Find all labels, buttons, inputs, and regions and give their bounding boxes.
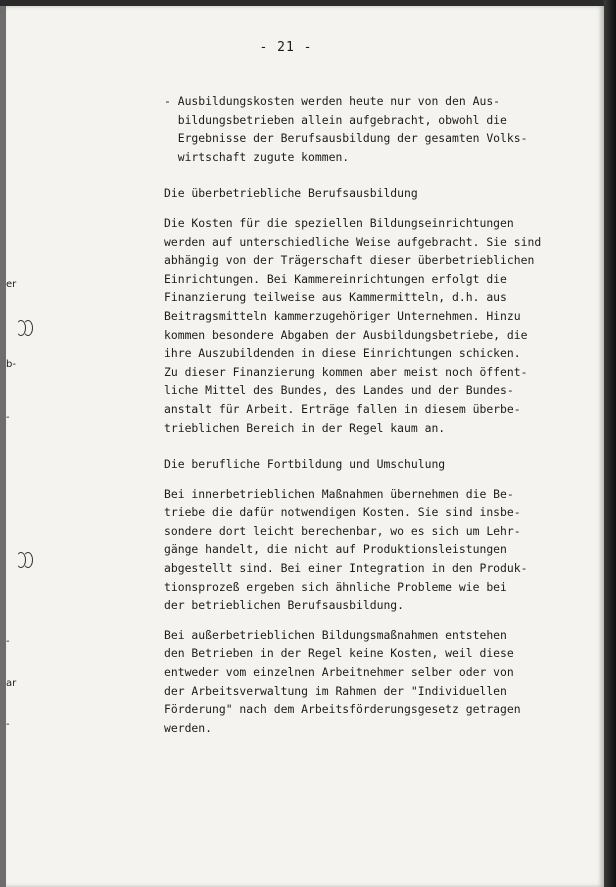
section-heading: Die berufliche Fortbildung und Umschulung: [164, 457, 446, 472]
binding-hole-mark: [23, 320, 33, 336]
text-line: abhängig von der Trägerschaft dieser überbetrieblichen: [164, 253, 535, 268]
text-line: trieblichen Bereich in der Regel kaum an.: [164, 420, 446, 435]
text-line: Ergebnisse der Berufsausbildung der gesamten Volks-: [164, 131, 528, 146]
text-line: Bei außerbetrieblichen Bildungsmaßnahmen entstehen: [164, 627, 507, 642]
text-line: abgestellt sind. Bei einer Integration in den Produk-: [164, 561, 528, 576]
text-line: tionsprozeß ergeben sich ähnliche Probleme wie bei: [164, 579, 507, 594]
text-line: anstalt für Arbeit. Erträge fallen in diesem überbe-: [164, 401, 521, 416]
text-line: werden.: [164, 720, 213, 735]
text-line: triebe die dafür notwendigen Kosten. Sie sind insbe-: [164, 505, 521, 520]
text-line: Zu dieser Finanzierung kommen aber meist noch öffent-: [164, 364, 528, 379]
paragraph: [164, 214, 556, 437]
text-line: der betrieblichen Berufsausbildung.: [164, 598, 405, 613]
text-line: der Arbeitsverwaltung im Rahmen der "Individuellen: [164, 683, 507, 698]
margin-mark: er: [6, 279, 17, 290]
text-line: liche Mittel des Bundes, des Landes und der Bundes-: [164, 383, 514, 398]
text-line: Die Kosten für die speziellen Bildungseinrichtungen: [164, 215, 514, 230]
margin-mark: -: [6, 412, 10, 423]
bullet-paragraph: [164, 92, 556, 166]
paragraph: [164, 485, 556, 615]
text-line: wirtschaft zugute kommen.: [164, 149, 350, 164]
text-line: - Ausbildungskosten werden heute nur von den Aus-: [164, 94, 501, 108]
left-margin-bleed: [6, 6, 36, 887]
scan-right-edge: [604, 0, 616, 887]
text-line: Einrichtungen. Bei Kammereinrichtungen erfolgt die: [164, 271, 507, 286]
text-line: bildungsbetrieben allein aufgebracht, obwohl die: [164, 112, 507, 127]
margin-mark: -: [6, 636, 10, 647]
text-line: Beitragsmitteln kammerzugehöriger Unternehmen. Hinzu: [164, 308, 521, 323]
document-page: [6, 6, 604, 887]
paragraph: [164, 626, 556, 738]
page-number: - 21 -: [259, 40, 313, 55]
text-line: entweder vom einzelnen Arbeitnehmer selber oder von: [164, 665, 514, 680]
document-body: [164, 92, 556, 737]
text-line: gänge handelt, die nicht auf Produktionsleistungen: [164, 542, 507, 557]
margin-mark: -: [6, 719, 10, 730]
text-line: Finanzierung teilweise aus Kammermitteln, d.h. aus: [164, 290, 507, 305]
text-line: werden auf unterschiedliche Weise aufgebracht. Sie sind: [164, 234, 542, 249]
text-line: sondere dort leicht berechenbar, wo es sich um Lehr-: [164, 523, 521, 538]
text-line: Förderung" nach dem Arbeitsförderungsgesetz getragen: [164, 702, 521, 717]
margin-mark: ar: [6, 678, 17, 689]
section-heading: Die überbetriebliche Berufsausbildung: [164, 186, 418, 201]
text-line: Bei innerbetrieblichen Maßnahmen übernehmen die Be-: [164, 486, 514, 501]
text-line: ihre Auszubildenden in diese Einrichtungen schicken.: [164, 346, 521, 361]
text-line: den Betrieben in der Regel keine Kosten, weil diese: [164, 646, 514, 661]
binding-hole-mark: [23, 552, 33, 568]
text-line: kommen besondere Abgaben der Ausbildungsbetriebe, die: [164, 327, 528, 342]
margin-mark: b-: [6, 359, 16, 370]
